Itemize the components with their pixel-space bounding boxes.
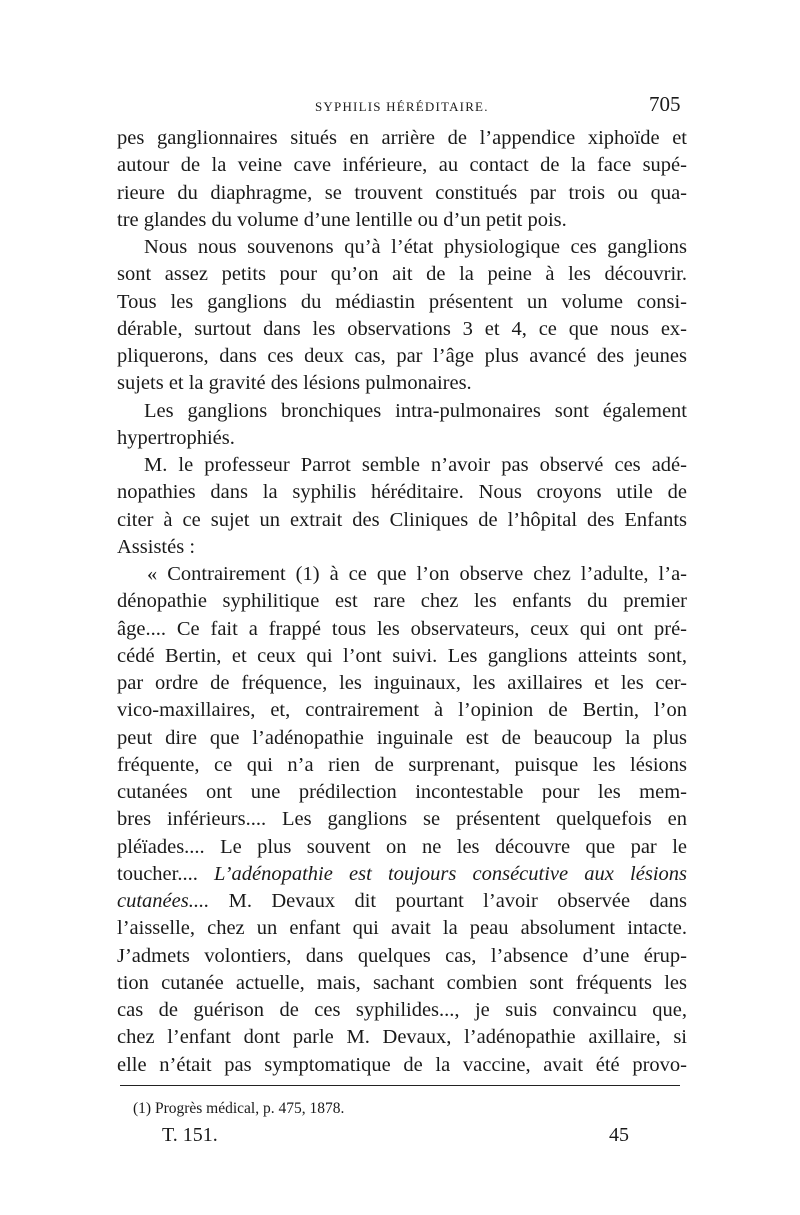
text-line: Les ganglions bronchiques intra-pulmonaires sont également xyxy=(144,399,687,422)
text-line: elle n’était pas symptomatique de la vaccine, avait été provo- xyxy=(117,1053,687,1076)
text-line: chez l’enfant dont parle M. Devaux, l’adénopathie axillaire, si xyxy=(117,1026,687,1049)
text-line: Assistés : xyxy=(117,535,196,558)
text-line: vico-maxillaires, et, contrairement à l’opinion de Bertin, l’on xyxy=(117,699,687,722)
text-line: dénopathie syphilitique est rare chez les enfants du premier xyxy=(117,590,687,613)
text-line: cédé Bertin, et ceux qui l’ont suivi. Les ganglions atteints sont, xyxy=(117,644,687,667)
italic-phrase: L’adénopathie est toujours consécutive aux lésions xyxy=(214,862,687,885)
text-line-mixed xyxy=(117,861,687,888)
text-line: peut dire que l’adénopathie inguinale est de beaucoup la plus xyxy=(117,726,687,749)
signature-number: 45 xyxy=(609,1124,629,1146)
text-line: citer à ce sujet un extrait des Cliniques de l’hôpital des Enfants xyxy=(117,508,687,531)
text-line: par ordre de fréquence, les inguinaux, les axillaires et les cer- xyxy=(117,672,687,694)
text-line: sont assez petits pour qu’on ait de la peine à les découvrir. xyxy=(117,263,687,286)
text-fragment: M. Devaux dit pourtant l’avoir observée dans xyxy=(228,890,687,912)
text-line: cas de guérison de ces syphilides..., je suis convaincu que, xyxy=(117,999,687,1021)
text-line: hypertrophiés. xyxy=(117,426,235,449)
text-line: l’aisselle, chez un enfant qui avait la peau absolument intacte. xyxy=(117,917,687,940)
text-fragment: toucher.... xyxy=(117,862,198,885)
text-line: fréquente, ce qui n’a rien de surprenant, puisque les lésions xyxy=(117,753,687,776)
text-line: tion cutanée actuelle, mais, sachant combien sont fréquents les xyxy=(117,971,687,994)
text-line: tre glandes du volume d’une lentille ou d’un petit pois. xyxy=(117,208,567,231)
italic-phrase: cutanées.... xyxy=(117,890,210,912)
text-line: pléïades.... Le plus souvent on ne les découvre que par le xyxy=(117,835,687,858)
text-line: M. le professeur Parrot semble n’avoir pas observé ces adé- xyxy=(144,454,687,476)
text-line: dérable, surtout dans les observations 3 et 4, ce que nous ex- xyxy=(117,317,687,340)
page-number: 705 xyxy=(649,92,681,116)
footnote: (1) Progrès médical, p. 475, 1878. xyxy=(133,1100,345,1117)
body-text xyxy=(117,125,687,1079)
text-line: nopathies dans la syphilis héréditaire. Nous croyons utile de xyxy=(117,481,687,504)
running-title: SYPHILIS HÉRÉDITAIRE. xyxy=(315,99,489,114)
text-line: « Contrairement (1) à ce que l’on observe chez l’adulte, l’a- xyxy=(147,563,687,585)
text-line: cutanées ont une prédilection incontestable pour les mem- xyxy=(117,781,687,803)
running-head xyxy=(0,90,800,120)
text-line: J’admets volontiers, dans quelques cas, l’absence d’une érup- xyxy=(117,944,687,967)
text-line: pes ganglionnaires situés en arrière de l’appendice xiphoïde et xyxy=(117,127,687,149)
text-line: rieure du diaphragme, se trouvent constitués par trois ou qua- xyxy=(117,181,687,204)
signature-mark: T. 151. xyxy=(162,1124,218,1146)
text-line-mixed xyxy=(117,888,687,915)
text-line: âge.... Ce fait a frappé tous les observateurs, ceux qui ont pré- xyxy=(117,617,687,640)
footnote-rule xyxy=(120,1085,680,1086)
text-line: Nous nous souvenons qu’à l’état physiologique ces ganglions xyxy=(144,236,687,258)
text-line: sujets et la gravité des lésions pulmonaires. xyxy=(117,372,472,395)
text-line: bres inférieurs.... Les ganglions se présentent quelquefois en xyxy=(117,808,687,831)
text-line: autour de la veine cave inférieure, au contact de la face supé- xyxy=(117,154,687,177)
text-line: Tous les ganglions du médiastin présentent un volume consi- xyxy=(117,290,687,313)
text-line: pliquerons, dans ces deux cas, par l’âge plus avancé des jeunes xyxy=(117,345,687,367)
